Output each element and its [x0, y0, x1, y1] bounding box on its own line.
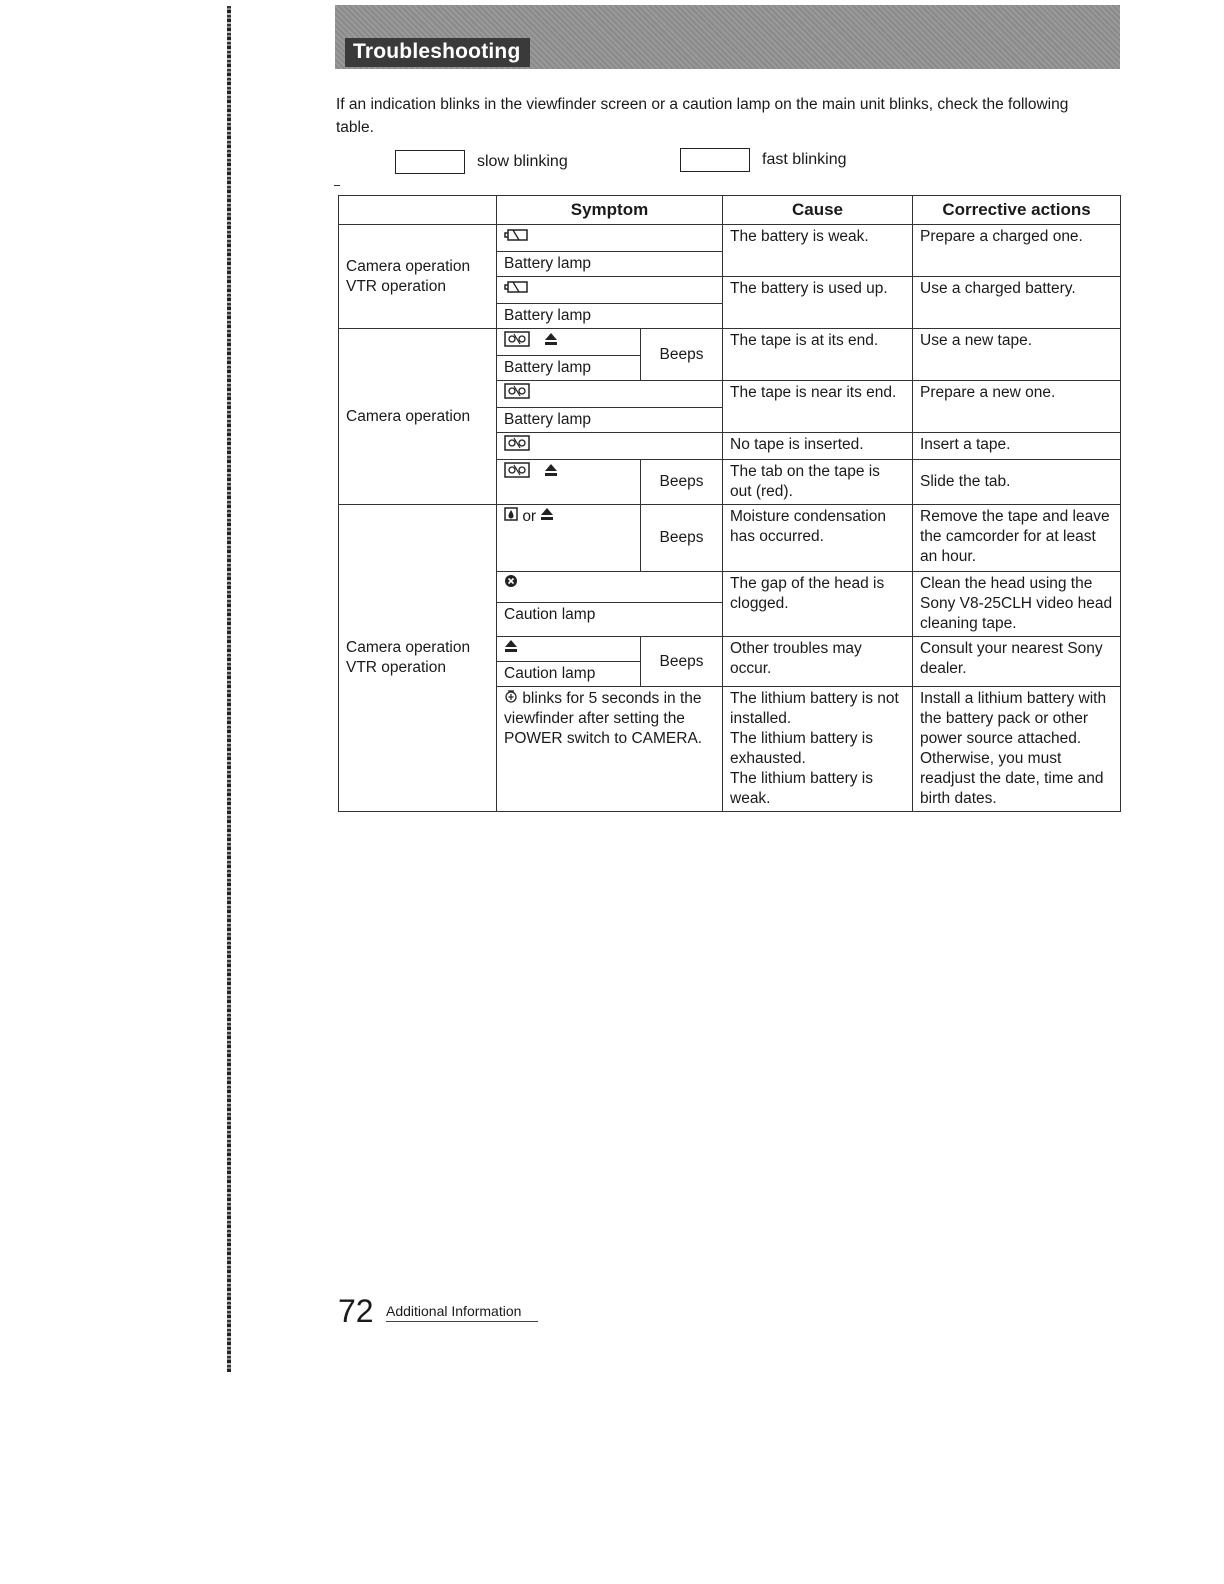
- beeps-cell: Beeps: [641, 637, 723, 687]
- beeps-cell: Beeps: [641, 329, 723, 381]
- cause-cell: No tape is inserted.: [723, 433, 913, 460]
- page-title: Troubleshooting: [345, 38, 530, 67]
- symptom-cell: [497, 329, 641, 356]
- battery-icon: [504, 227, 530, 249]
- header-operation: [339, 196, 497, 225]
- operation-cell: Camera operation VTR operation: [339, 225, 497, 329]
- eject-icon: [544, 332, 558, 352]
- header-symptom: Symptom: [497, 196, 723, 225]
- symptom-cell: [497, 572, 723, 603]
- header-actions: Corrective actions: [913, 196, 1121, 225]
- beeps-cell: Beeps: [641, 460, 723, 505]
- beeps-cell: Beeps: [641, 505, 723, 572]
- cause-cell: The tab on the tape is out (red).: [723, 460, 913, 505]
- cause-line: The lithium battery is exhausted.: [730, 730, 873, 768]
- cause-cell: Moisture condensation has occurred.: [723, 505, 913, 572]
- cause-cell: The tape is at its end.: [723, 329, 913, 381]
- cause-cell: The gap of the head is clogged.: [723, 572, 913, 637]
- symptom-cell: Battery lamp: [497, 356, 641, 381]
- table-row: [339, 225, 1121, 252]
- symptom-cell: [497, 277, 723, 304]
- lithium-battery-icon: [504, 689, 518, 709]
- symptom-cell: [497, 687, 723, 812]
- symptom-cell: [497, 637, 641, 662]
- symptom-cell: [497, 505, 641, 572]
- title-banner: [335, 5, 1120, 69]
- cause-cell: Other troubles may occur.: [723, 637, 913, 687]
- action-cell: Insert a tape.: [913, 433, 1121, 460]
- cause-cell: The tape is near its end.: [723, 381, 913, 433]
- section-name: Additional Information: [386, 1303, 538, 1322]
- action-cell: Use a new tape.: [913, 329, 1121, 381]
- moisture-icon: [504, 507, 518, 527]
- operation-cell: Camera operation VTR operation: [339, 505, 497, 812]
- symptom-cell: Battery lamp: [497, 252, 723, 277]
- cause-cell: The battery is weak.: [723, 225, 913, 277]
- symptom-cell: Battery lamp: [497, 408, 723, 433]
- or-text: or: [522, 508, 537, 526]
- cause-line: The lithium battery is weak.: [730, 770, 873, 808]
- legend-fast-label: fast blinking: [762, 151, 847, 168]
- margin-mark: [334, 185, 340, 186]
- cassette-icon: [504, 331, 530, 353]
- action-cell: Consult your nearest Sony dealer.: [913, 637, 1121, 687]
- symptom-cell: [497, 225, 723, 252]
- lithium-note: blinks for 5 seconds in the viewfinder after setting the POWER switch to CAMERA.: [504, 690, 703, 748]
- troubleshooting-table: [338, 195, 1121, 812]
- legend-fast-box: [680, 148, 750, 172]
- action-cell: Remove the tape and leave the camcorder for at least an hour.: [913, 505, 1121, 572]
- legend-slow-label: slow blinking: [477, 153, 568, 170]
- action-cell: Clean the head using the Sony V8-25CLH video head cleaning tape.: [913, 572, 1121, 637]
- eject-icon: [544, 463, 558, 483]
- action-cell: Prepare a charged one.: [913, 225, 1121, 277]
- cassette-icon: [504, 462, 530, 484]
- cause-line: The lithium battery is not installed.: [730, 690, 899, 728]
- battery-icon: [504, 279, 530, 301]
- action-cell: Slide the tab.: [913, 460, 1121, 505]
- action-cell: Use a charged battery.: [913, 277, 1121, 329]
- binding-edge: [227, 6, 231, 1372]
- table-row: [339, 505, 1121, 572]
- symptom-cell: Battery lamp: [497, 304, 723, 329]
- symptom-cell: [497, 460, 641, 505]
- action-cell: Install a lithium battery with the battery pack or other power source attached. Otherwise, you must readjust the date, time and birth dates.: [913, 687, 1121, 812]
- legend-slow-box: [395, 150, 465, 174]
- symptom-cell: Caution lamp: [497, 662, 641, 687]
- intro-text: If an indication blinks in the viewfinder screen or a caution lamp on the main unit blinks, check the following table.: [336, 96, 1069, 136]
- legend-slow: [395, 150, 568, 174]
- cassette-icon: [504, 435, 530, 457]
- cause-cell: The battery is used up.: [723, 277, 913, 329]
- header-cause: Cause: [723, 196, 913, 225]
- action-cell: Prepare a new one.: [913, 381, 1121, 433]
- cause-cell: [723, 687, 913, 812]
- symptom-cell: Caution lamp: [497, 603, 723, 637]
- eject-icon: [504, 639, 518, 659]
- symptom-cell: [497, 381, 723, 408]
- table-header-row: [339, 196, 1121, 225]
- symptom-cell: [497, 433, 723, 460]
- head-clog-icon: [504, 574, 518, 594]
- cassette-icon: [504, 383, 530, 405]
- eject-icon: [540, 507, 554, 527]
- table-row: [339, 329, 1121, 356]
- operation-cell: Camera operation: [339, 329, 497, 505]
- page-number: 72: [338, 1293, 374, 1329]
- legend-fast: [680, 148, 847, 172]
